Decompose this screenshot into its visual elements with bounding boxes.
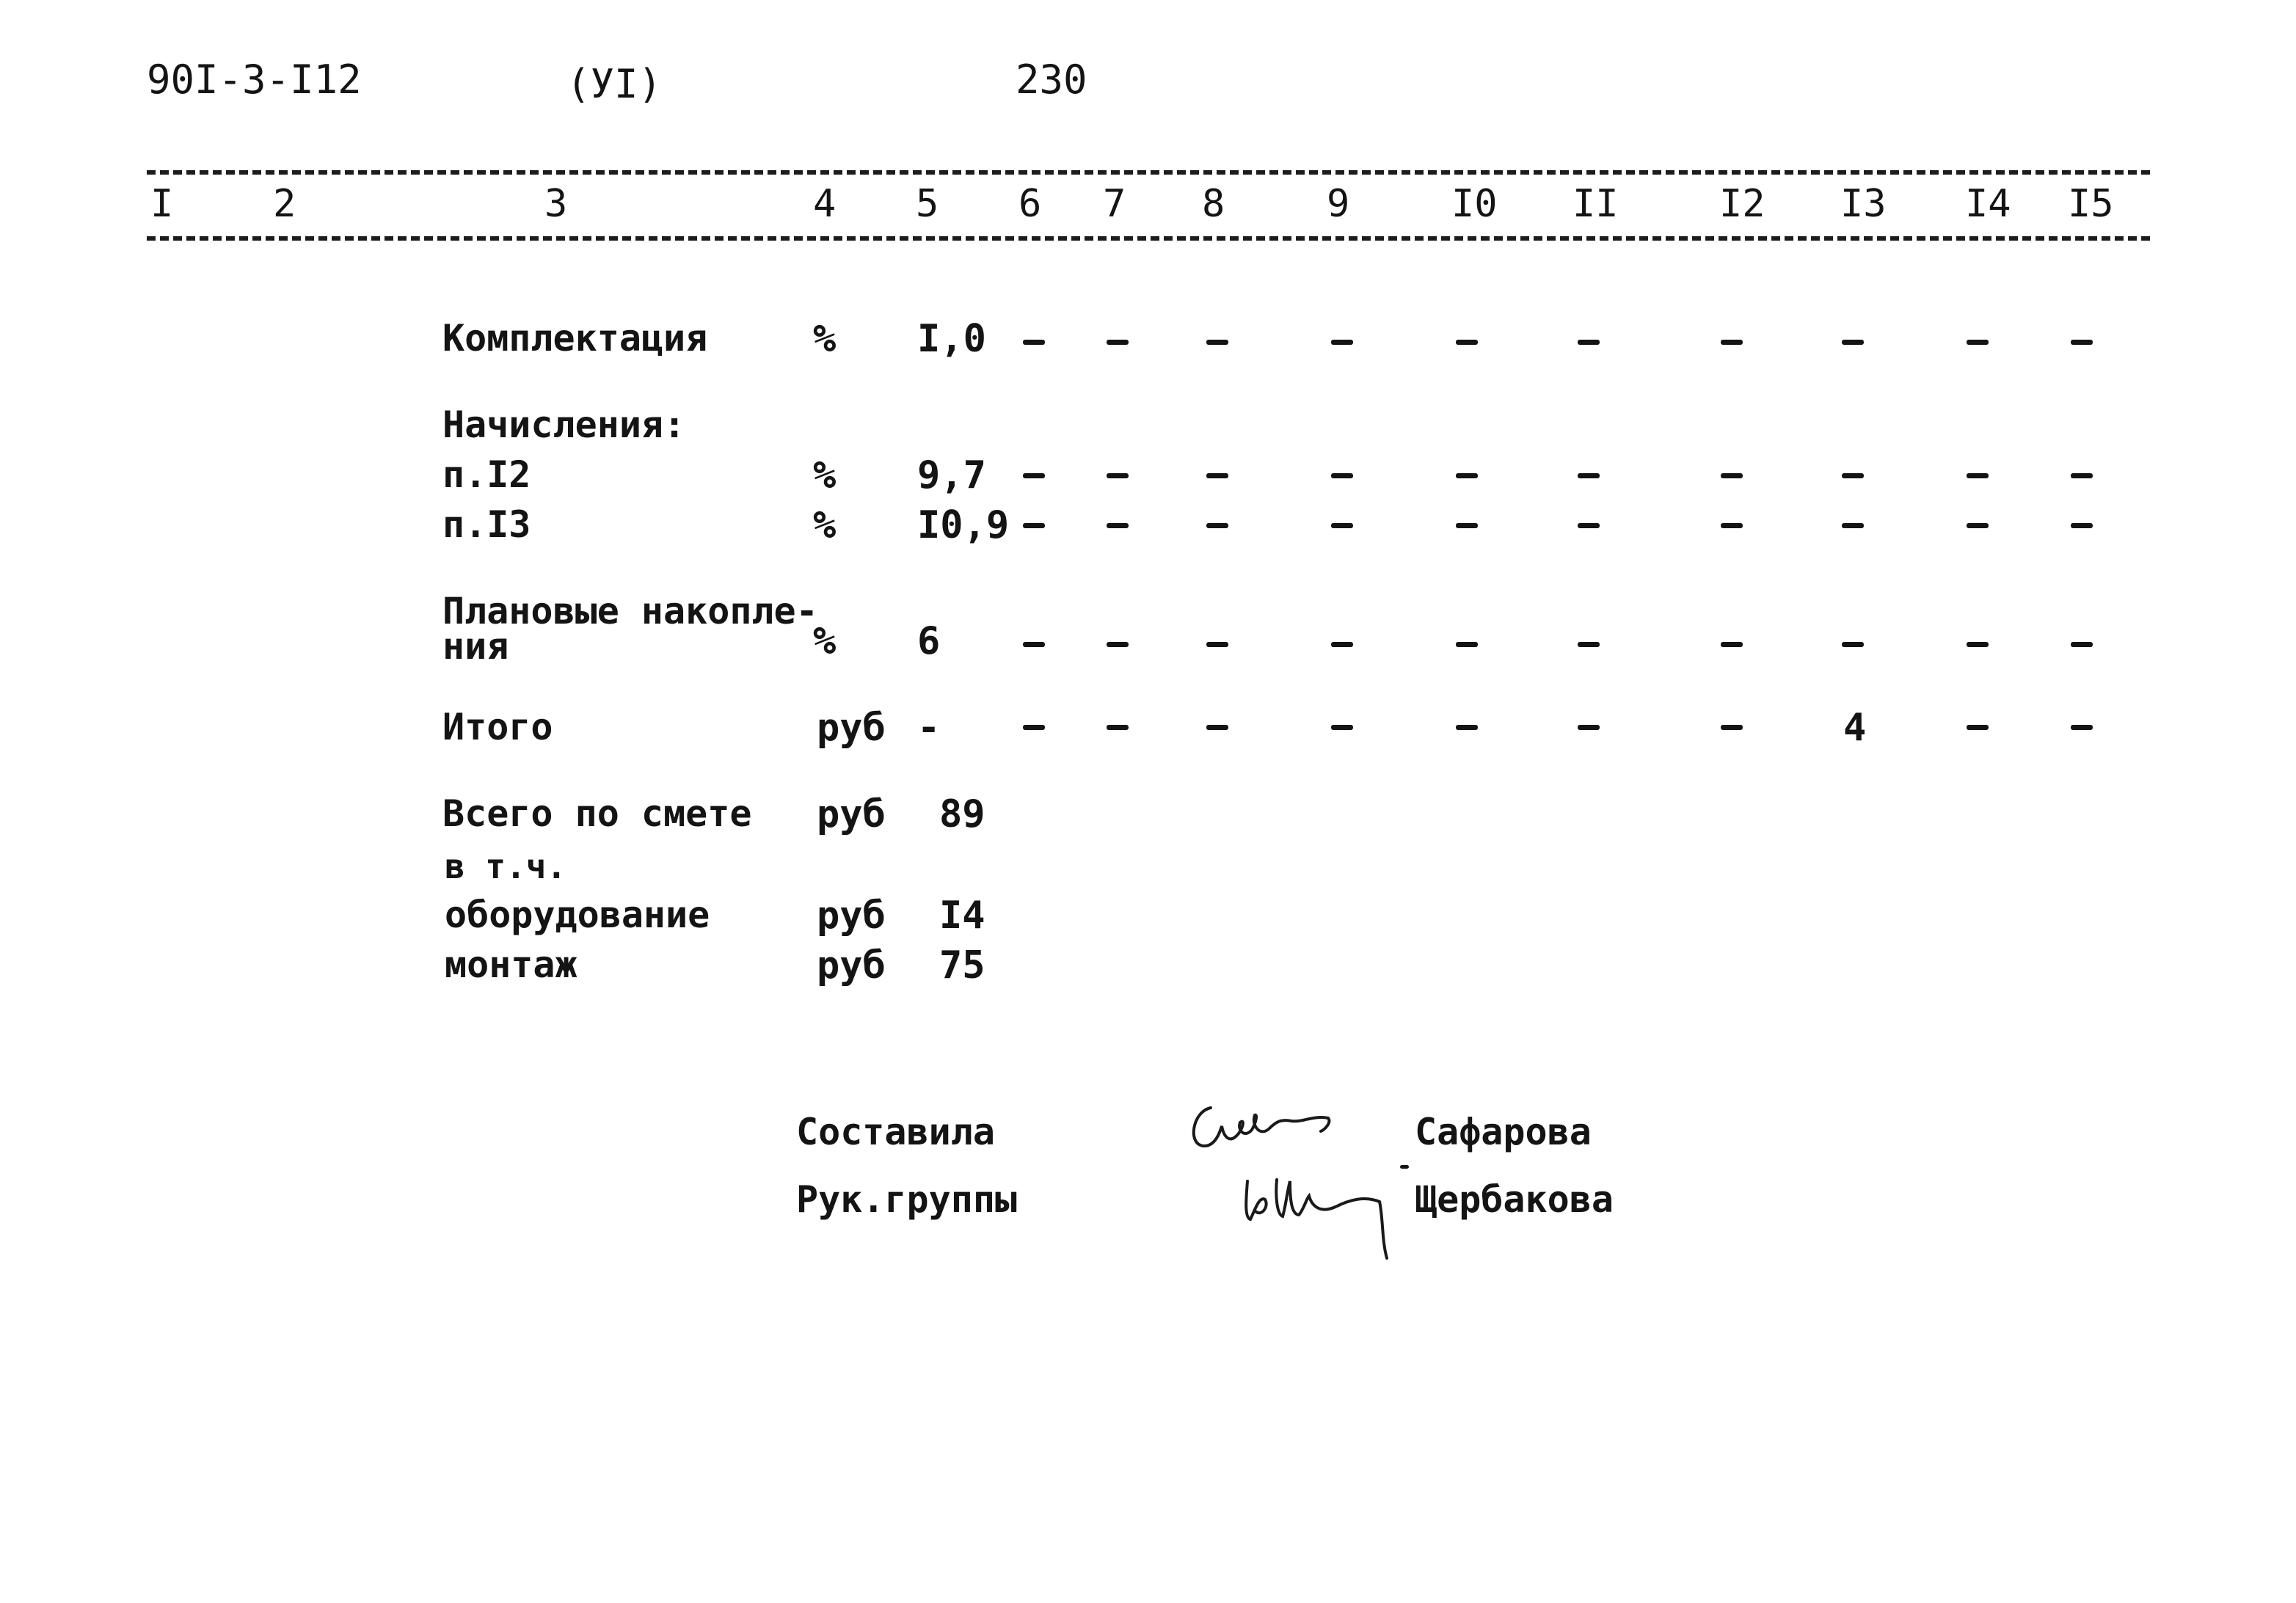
row-unit-montazh: руб [817, 943, 886, 987]
column-header-9: 9 [1327, 182, 1350, 226]
document-code: 90I-3-I12 [147, 56, 362, 103]
tick-mark [1400, 1165, 1409, 1169]
row-value-oborudovanie: I4 [939, 894, 985, 938]
column-header-1: I [150, 182, 174, 226]
row-unit-itogo: руб [817, 706, 886, 750]
row-label-itogo: Итого [442, 706, 553, 748]
row-value-komplektatsiya: I,0 [917, 317, 986, 361]
empty-cell-dash [1456, 473, 1478, 478]
empty-cell-dash [1578, 523, 1600, 528]
empty-cell-dash [2071, 340, 2093, 345]
group-head-name: Щербакова [1415, 1178, 1614, 1221]
empty-cell-dash [1842, 340, 1864, 345]
row-unit-komplektatsiya: % [813, 317, 837, 361]
empty-cell-dash [1206, 473, 1228, 478]
row-label-oborudovanie: оборудование [445, 894, 710, 936]
column-header-11: II [1572, 182, 1619, 226]
empty-cell-dash [1107, 642, 1129, 647]
empty-cell-dash [1331, 473, 1353, 478]
row-label-komplektatsiya: Комплектация [442, 317, 708, 359]
column-header-10: I0 [1451, 182, 1498, 226]
column-header-8: 8 [1202, 182, 1225, 226]
empty-cell-dash [1023, 340, 1045, 345]
empty-cell-dash [2071, 642, 2093, 647]
empty-cell-dash [1842, 473, 1864, 478]
row-value-p12: 9,7 [917, 453, 986, 497]
empty-cell-dash [1107, 340, 1129, 345]
empty-cell-dash [1967, 523, 1989, 528]
composed-by-name: Сафарова [1415, 1111, 1592, 1153]
column-header-2: 2 [273, 182, 296, 226]
row-value-planovye: 6 [917, 619, 941, 663]
empty-cell-dash [1721, 340, 1743, 345]
empty-cell-dash [2071, 523, 2093, 528]
column-header-6: 6 [1018, 182, 1042, 226]
empty-cell-dash [1456, 725, 1478, 730]
empty-cell-dash [1842, 642, 1864, 647]
row-value-p13: I0,9 [917, 503, 1010, 547]
row-unit-vsego: руб [817, 792, 886, 836]
empty-cell-dash [1967, 473, 1989, 478]
empty-cell-dash [1023, 642, 1045, 647]
column-header-5: 5 [916, 182, 939, 226]
row-value-montazh: 75 [939, 943, 985, 987]
empty-cell-dash [1206, 642, 1228, 647]
row-value-vsego: 89 [939, 792, 985, 836]
empty-cell-dash [1721, 473, 1743, 478]
row-label-nachisleniya: Начисления: [442, 404, 686, 446]
row-unit-oborudovanie: руб [817, 894, 886, 938]
header-bottom-rule [147, 236, 2150, 241]
column-header-14: I4 [1965, 182, 2011, 226]
empty-cell-dash [1721, 523, 1743, 528]
row-label-vtch: в т.ч. [445, 847, 567, 886]
page-number: 230 [1016, 56, 1087, 103]
row-label-planovye-line2: ния [442, 625, 509, 668]
column-header-4: 4 [813, 182, 837, 226]
empty-cell-dash [1721, 725, 1743, 730]
empty-cell-dash [1206, 523, 1228, 528]
signature-composed [1181, 1093, 1343, 1159]
empty-cell-dash [1107, 473, 1129, 478]
row-unit-p13: % [813, 503, 837, 547]
empty-cell-dash [1842, 523, 1864, 528]
column-header-3: 3 [544, 182, 568, 226]
empty-cell-dash [1206, 340, 1228, 345]
column-header-13: I3 [1840, 182, 1887, 226]
column-header-7: 7 [1103, 182, 1126, 226]
empty-cell-dash [1331, 340, 1353, 345]
empty-cell-dash [1578, 725, 1600, 730]
empty-cell-dash [1107, 523, 1129, 528]
row-col13-itogo: 4 [1843, 706, 1867, 750]
row-label-planovye-line1: Плановые накопле- [442, 590, 818, 632]
empty-cell-dash [1578, 340, 1600, 345]
row-value-itogo: - [917, 706, 941, 750]
empty-cell-dash [2071, 725, 2093, 730]
row-label-montazh: монтаж [445, 943, 577, 986]
empty-cell-dash [1967, 642, 1989, 647]
row-label-vsego: Всего по смете [442, 792, 752, 835]
empty-cell-dash [1721, 642, 1743, 647]
empty-cell-dash [1967, 725, 1989, 730]
empty-cell-dash [1206, 725, 1228, 730]
empty-cell-dash [1107, 725, 1129, 730]
row-label-p13: п.I3 [442, 503, 531, 546]
header-top-rule [147, 170, 2150, 175]
empty-cell-dash [2071, 473, 2093, 478]
row-unit-planovye: % [813, 619, 837, 663]
empty-cell-dash [1023, 473, 1045, 478]
empty-cell-dash [1967, 340, 1989, 345]
empty-cell-dash [1578, 642, 1600, 647]
composed-by-label: Составила [796, 1111, 995, 1153]
column-header-12: I2 [1719, 182, 1765, 226]
empty-cell-dash [1331, 642, 1353, 647]
signature-group-head [1233, 1166, 1409, 1269]
empty-cell-dash [1023, 725, 1045, 730]
empty-cell-dash [1023, 523, 1045, 528]
group-head-label: Рук.группы [796, 1178, 1018, 1221]
row-label-p12: п.I2 [442, 453, 531, 496]
empty-cell-dash [1331, 725, 1353, 730]
section-number: (УI) [566, 61, 663, 107]
empty-cell-dash [1331, 523, 1353, 528]
empty-cell-dash [1456, 642, 1478, 647]
empty-cell-dash [1456, 523, 1478, 528]
column-header-15: I5 [2068, 182, 2114, 226]
row-unit-p12: % [813, 453, 837, 497]
empty-cell-dash [1578, 473, 1600, 478]
empty-cell-dash [1456, 340, 1478, 345]
